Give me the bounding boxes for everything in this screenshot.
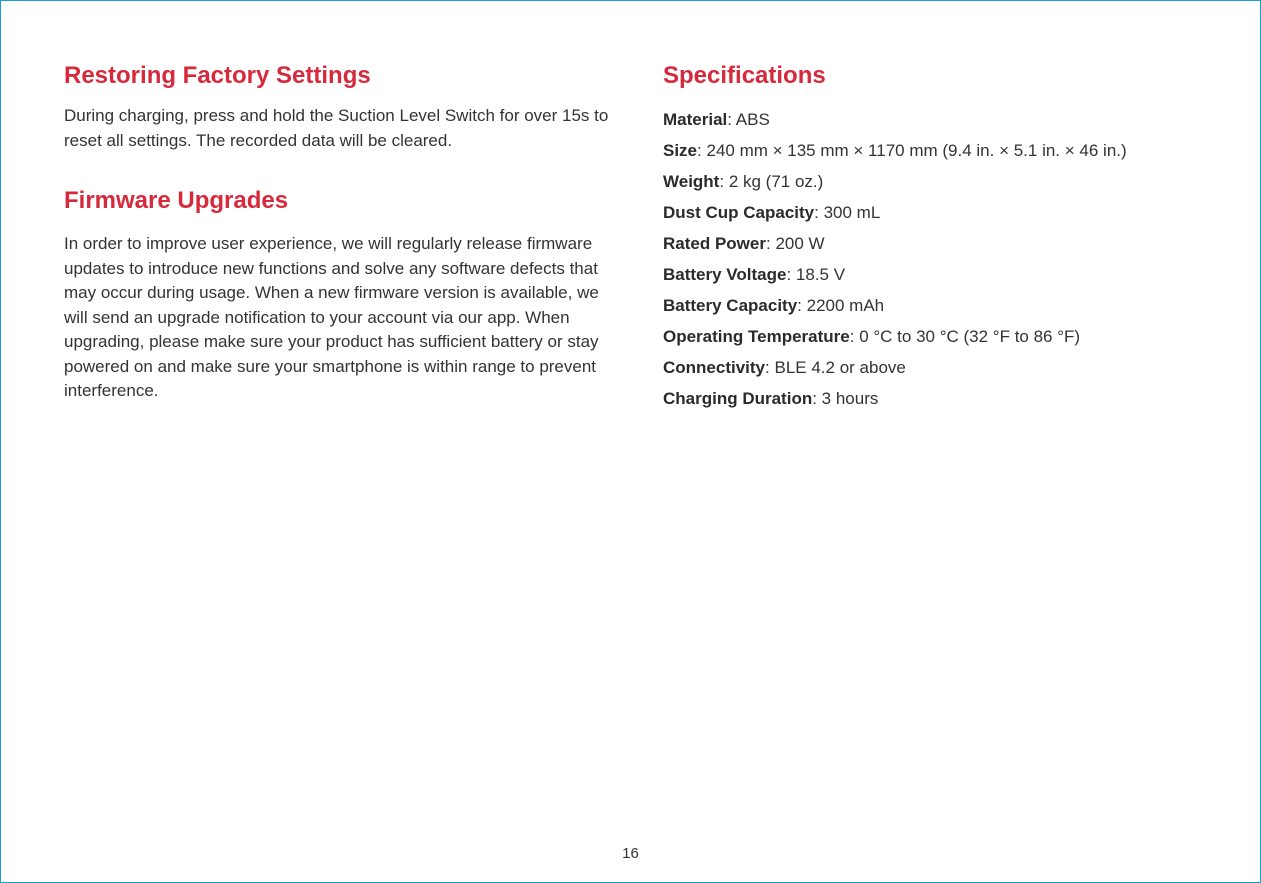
spec-item-connectivity: Connectivity: BLE 4.2 or above — [663, 358, 906, 377]
spec-item-battery-voltage: Battery Voltage: 18.5 V — [663, 265, 846, 284]
spec-item-battery-capacity: Battery Capacity: 2200 mAh — [663, 296, 885, 315]
spec-value: 18.5 V — [795, 265, 846, 284]
firmware-upgrades-text: In order to improve user experience, we will regularly release firmware updates to introduce new functions and solve any software defects that may occur during usage. When a new firmware version is available, we will send an upgrade notification to your account via our app. When upgrading, please make sure your product has sufficient battery or stay powered on and make sure your smartphone is within range to prevent interference. — [64, 234, 599, 400]
spec-item-material: Material: ABS — [663, 110, 770, 129]
spec-label: Battery Voltage — [663, 265, 787, 284]
specifications-heading: Specifications — [663, 62, 826, 89]
spec-label: Charging Duration — [663, 389, 813, 408]
spec-value: ABS — [735, 110, 770, 129]
spec-label: Battery Capacity — [663, 296, 798, 315]
right-column — [663, 61, 1223, 414]
spec-item-operating-temperature: Operating Temperature: 0 °C to 30 °C (32 °F to 86 °F) — [663, 327, 1081, 346]
spec-item-charging-duration: Charging Duration: 3 hours — [663, 389, 879, 408]
spec-label: Material — [663, 110, 728, 129]
spec-label: Rated Power — [663, 234, 766, 253]
spec-label: Size — [663, 141, 698, 160]
spec-label: Dust Cup Capacity — [663, 203, 815, 222]
specifications-list — [663, 104, 1223, 414]
firmware-upgrades-heading: Firmware Upgrades — [64, 187, 289, 214]
spec-label: Operating Temperature — [663, 327, 850, 346]
spec-item-dust-cup-capacity: Dust Cup Capacity: 300 mL — [663, 203, 881, 222]
spec-value: 240 mm × 135 mm × 1170 mm (9.4 in. × 5.1 in. × 46 in.) — [706, 141, 1127, 160]
spec-value: BLE 4.2 or above — [774, 358, 906, 377]
spec-item-rated-power: Rated Power: 200 W — [663, 234, 825, 253]
spec-item-size: Size: 240 mm × 135 mm × 1170 mm (9.4 in. × 5.1 in. × 46 in.) — [663, 141, 1127, 160]
spec-value: 300 mL — [823, 203, 881, 222]
restoring-factory-settings-heading: Restoring Factory Settings — [64, 62, 371, 89]
spec-value: 200 W — [775, 234, 825, 253]
spec-label: Connectivity — [663, 358, 766, 377]
spec-label: Weight — [663, 172, 720, 191]
spec-value: 2200 mAh — [806, 296, 885, 315]
spec-value: 0 °C to 30 °C (32 °F to 86 °F) — [859, 327, 1081, 346]
spec-value: 3 hours — [821, 389, 879, 408]
left-column — [64, 61, 609, 404]
page-number: 16 — [622, 845, 639, 862]
spec-value: 2 kg (71 oz.) — [728, 172, 824, 191]
spec-item-weight: Weight: 2 kg (71 oz.) — [663, 172, 824, 191]
restoring-factory-settings-text: During charging, press and hold the Suction Level Switch for over 15s to reset all settings. The recorded data will be cleared. — [64, 106, 609, 150]
